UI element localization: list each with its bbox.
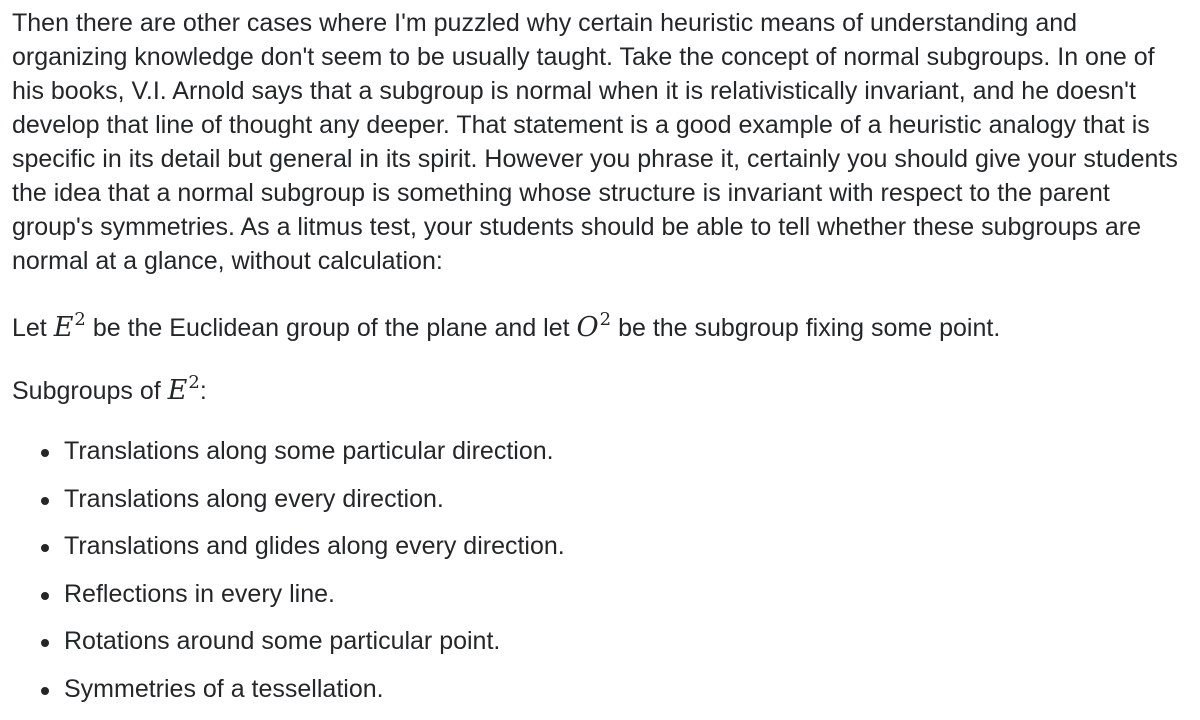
subgroups-group-exponent: 2 [188,372,200,393]
bullet-icon [41,449,49,457]
subgroups-suffix: : [199,377,207,405]
list-item [12,672,565,720]
list-item-text: Translations along every direction. [64,484,444,513]
list-item-text: Rotations around some particular point. [64,627,501,655]
list-item-text: Translations along some particular direction. [64,437,554,465]
list-item [12,577,565,625]
list-item [12,624,565,672]
bullet-icon [41,592,49,600]
list-item-text: Translations and glides along every direction. [64,532,565,560]
intro-paragraph: Then there are other cases where I'm puzzled why certain heuristic means of understanding and organizing knowledge don't seem to be usually taught. Take the concept of normal subgroups. In one of his books, V.I. Arnold says that a subgroup is normal when it is relativistically invariant, and he doesn't develop that line of thought any deeper. That statement is a good example of a heuristic analogy that is specific in its detail but general in its spirit. However you phrase it, certainly you should give your students the idea that a normal subgroup is something whose structure is invariant with respect to the parent group's symmetries. As a litmus test, your students should be able to tell whether these subgroups are normal at a glance, without calculation: [12,9,1178,275]
list-item [12,434,565,482]
list-item [12,482,565,530]
list-item [12,529,565,577]
subgroups-prefix: Subgroups of [12,377,168,405]
subgroups-heading [12,374,207,411]
let-prefix: Let [12,314,54,342]
bullet-icon [41,687,49,695]
list-item-text: Symmetries of a tessellation. [64,674,384,703]
answer-body [12,0,1192,703]
euclidean-group-symbol: E [53,312,74,343]
let-middle: be the Euclidean group of the plane and let [85,314,577,342]
subgroups-group-symbol: E [167,375,188,406]
let-suffix: be the subgroup fixing some point. [611,314,1001,342]
bullet-icon [41,639,49,647]
euclidean-group-exponent: 2 [74,309,86,330]
list-item-text: Reflections in every line. [64,579,335,608]
bullet-icon [41,544,49,552]
subgroups-list [12,434,565,719]
orthogonal-group-symbol: O [576,312,599,343]
orthogonal-group-exponent: 2 [599,309,612,330]
definition-line [12,311,1000,348]
bullet-icon [41,497,49,505]
